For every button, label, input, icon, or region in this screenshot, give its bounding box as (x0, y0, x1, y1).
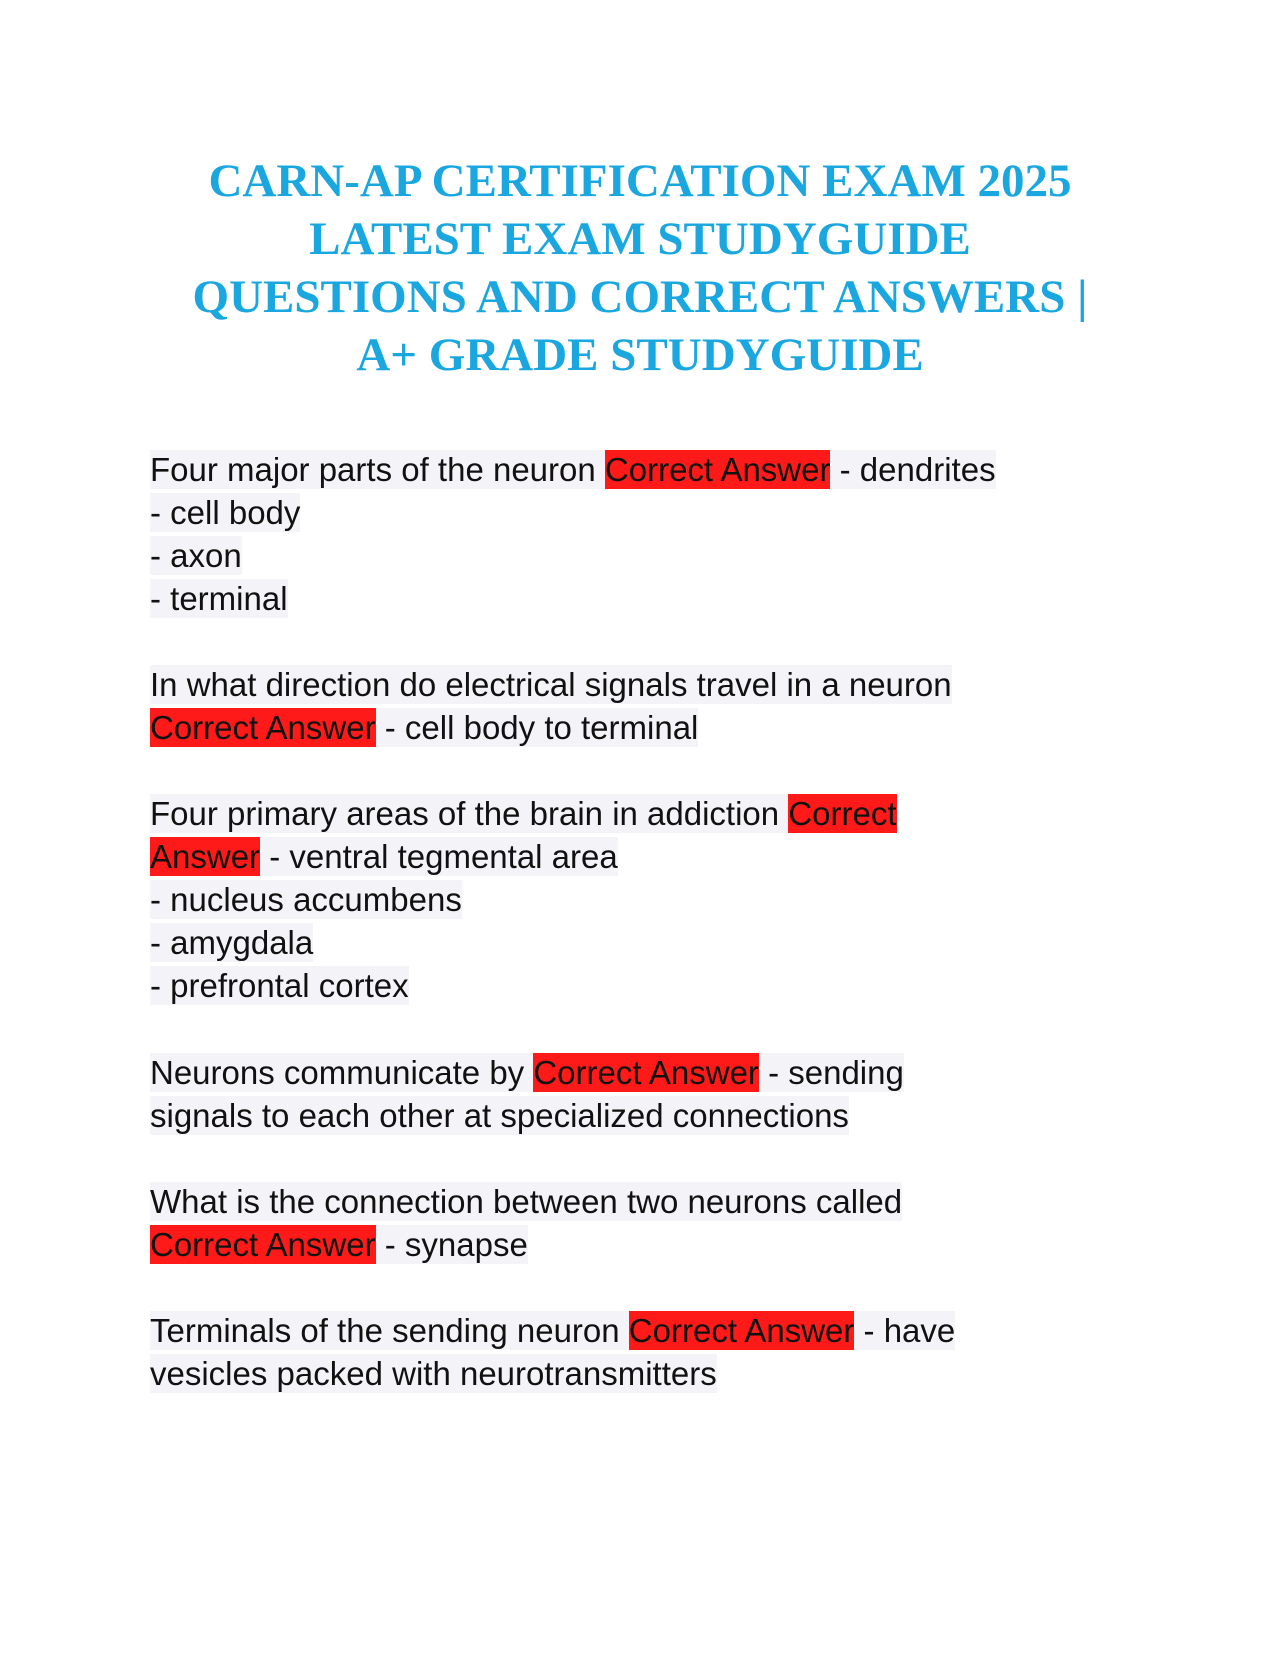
qa-line (150, 448, 1130, 491)
question-text: What is the connection between two neurons called (150, 1183, 903, 1220)
answer-text: - axon (150, 537, 242, 574)
question-text: In what direction do electrical signals travel in a neuron (150, 666, 952, 703)
qa-line (150, 835, 1130, 878)
qa-line (150, 1352, 1130, 1395)
qa-item-neuron-communication (150, 1051, 1130, 1137)
answer-text: - cell body (150, 494, 301, 531)
question-text: Four major parts of the neuron (150, 451, 605, 488)
correct-answer-label: Correct Answer (150, 709, 376, 746)
qa-line (150, 491, 1130, 534)
document-title (150, 152, 1130, 384)
qa-line (150, 1223, 1130, 1266)
question-text: Neurons communicate by (150, 1054, 534, 1091)
correct-answer-label: Correct Answer (150, 1226, 376, 1263)
correct-answer-label: Correct (788, 795, 897, 832)
title-line: QUESTIONS AND CORRECT ANSWERS | (192, 271, 1088, 323)
qa-item-signal-direction (150, 663, 1130, 749)
qa-item-neuron-parts (150, 448, 1130, 620)
correct-answer-label: Answer (150, 838, 261, 875)
qa-line (150, 878, 1130, 921)
qa-item-sending-terminals (150, 1309, 1130, 1395)
qa-line (150, 534, 1130, 577)
question-text: Terminals of the sending neuron (150, 1312, 629, 1349)
qa-line (150, 792, 1130, 835)
qa-line (150, 1180, 1130, 1223)
answer-text: - dendrites (830, 451, 996, 488)
title-line: CARN-AP CERTIFICATION EXAM 2025 (208, 155, 1072, 207)
answer-text: - synapse (375, 1226, 528, 1263)
answer-text: signals to each other at specialized connections (150, 1097, 849, 1134)
answer-text: - nucleus accumbens (150, 881, 462, 918)
qa-item-synapse (150, 1180, 1130, 1266)
answer-text: - cell body to terminal (375, 709, 699, 746)
qa-line (150, 577, 1130, 620)
question-text: Four primary areas of the brain in addiction (150, 795, 789, 832)
title-line: A+ GRADE STUDYGUIDE (356, 329, 924, 381)
qa-item-brain-areas (150, 792, 1130, 1007)
correct-answer-label: Correct Answer (604, 451, 831, 488)
qa-line (150, 921, 1130, 964)
correct-answer-label: Correct Answer (628, 1312, 855, 1349)
answer-text: - terminal (150, 580, 288, 617)
answer-text: - have (854, 1312, 956, 1349)
title-line: LATEST EXAM STUDYGUIDE (309, 213, 971, 265)
answer-text: - sending (758, 1054, 904, 1091)
answer-text: - ventral tegmental area (260, 838, 618, 875)
qa-line (150, 1051, 1130, 1094)
answer-text: - prefrontal cortex (150, 967, 409, 1004)
qa-line (150, 964, 1130, 1007)
qa-line (150, 1309, 1130, 1352)
qa-line (150, 706, 1130, 749)
answer-text: - amygdala (150, 924, 314, 961)
correct-answer-label: Correct Answer (533, 1054, 759, 1091)
answer-text: vesicles packed with neurotransmitters (150, 1355, 717, 1392)
qa-line (150, 1094, 1130, 1137)
qa-line (150, 663, 1130, 706)
